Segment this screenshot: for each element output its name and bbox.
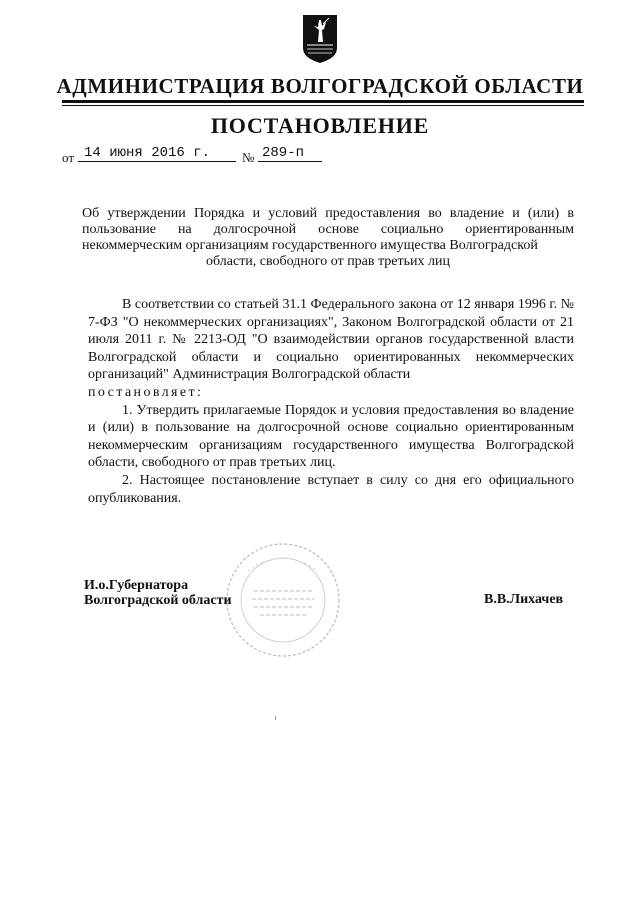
organization-title: АДМИНИСТРАЦИЯ ВОЛГОГРАДСКОЙ ОБЛАСТИ: [56, 74, 584, 98]
header-rule-thin: [62, 105, 584, 106]
date-prefix: от: [62, 150, 75, 165]
item-2-paragraph: 2. Настоящее постановление вступает в силу со дня его официального опубликования.: [88, 472, 574, 506]
subject-line-2: области, свободного от прав третьих лиц: [206, 254, 450, 269]
header-rule-thick: [62, 100, 584, 103]
subject-line-1: Об утверждении Порядка и условий предоставления во владение и (или) в пользование на долгосрочной основе социально ориентированным некоммерческим организациям государственного имущества Волгоградской: [82, 206, 574, 253]
number-prefix: №: [242, 150, 255, 165]
signatory-name: В.В.Лихачев: [484, 592, 564, 607]
position-line-1: И.о.Губернатора: [84, 578, 189, 593]
signatory-position: [84, 578, 232, 608]
page-mark: [275, 716, 276, 720]
document-subject: [82, 206, 574, 270]
document-meta: [62, 145, 362, 167]
position-line-2: Волгоградской области: [84, 593, 232, 608]
official-seal-stamp-icon: [224, 541, 342, 659]
preamble-paragraph: В соответствии со статьей 31.1 Федерального закона от 12 января 1996 г. № 7-ФЗ "О некоммерческих организациях", Законом Волгоградской области от 21 июля 2011 г. № 2213-ОД "О взаимодействии органов государственной власти Волгоградской области и социально ориентированных некоммерческих организаций" Администрация Волгоградской области: [88, 297, 574, 383]
document-body: [88, 296, 574, 507]
document-number: 289-п: [258, 145, 322, 162]
decree-word: постановляет:: [88, 384, 204, 400]
item-1-paragraph: 1. Утвердить прилагаемые Порядок и условия предоставления во владение и (или) в пользование на долгосрочной основе социально ориентированным некоммерческим организациям государственного имущества Волгоградской области, свободного от прав третьих лиц.: [88, 402, 574, 471]
document-type-title: ПОСТАНОВЛЕНИЕ: [210, 113, 430, 138]
document-date: 14 июня 2016 г.: [78, 145, 236, 162]
coat-of-arms-icon: [302, 14, 338, 64]
